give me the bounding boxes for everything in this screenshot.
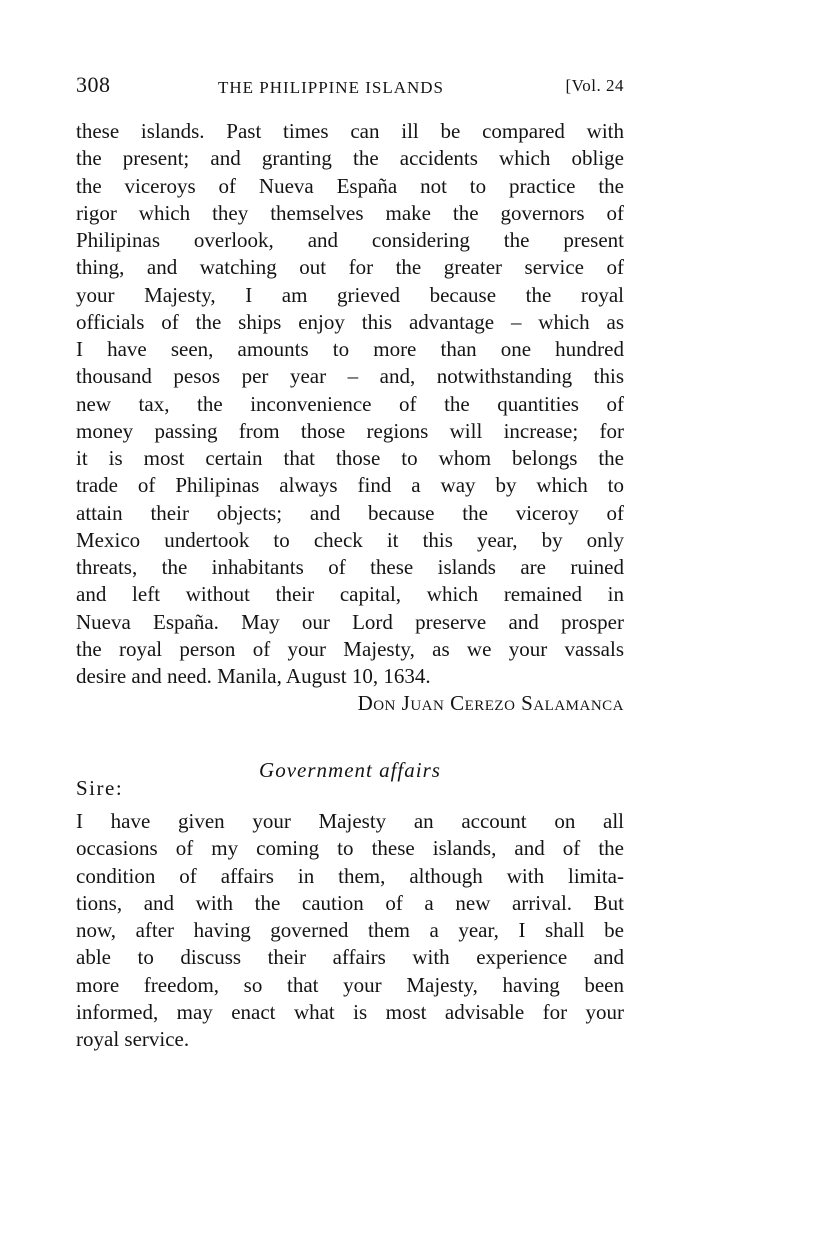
text-line: rigor which they themselves make the governors of: [76, 200, 624, 225]
volume-label: [Vol. 24: [565, 76, 624, 95]
text-line: threats, the inhabitants of these islands are ruined: [76, 555, 624, 579]
text-line: occasions of my coming to these islands, and of the: [76, 836, 624, 861]
text-line: condition of affairs in them, although with limita-: [76, 863, 624, 888]
text-line: money passing from those regions will increase; for: [76, 418, 624, 443]
running-header: [76, 72, 624, 102]
text-line: attain their objects; and because the viceroy of: [76, 500, 624, 525]
text-line: the royal person of your Majesty, as we your vassals: [76, 636, 624, 661]
running-title: THE PHILIPPINE ISLANDS: [218, 78, 444, 97]
text-line: Nueva España. May our Lord preserve and prosper: [76, 609, 624, 634]
text-line: trade of Philipinas always find a way by which to: [76, 473, 624, 498]
text-line: and left without their capital, which remained in: [76, 582, 624, 607]
text-line: it is most certain that those to whom belongs the: [76, 446, 624, 470]
text-line: I have seen, amounts to more than one hundred: [76, 337, 624, 361]
text-line: I have given your Majesty an account on all: [76, 809, 624, 833]
letter-body: [76, 118, 624, 718]
text-line: now, after having governed them a year, I shall be: [76, 918, 624, 942]
text-line: the viceroys of Nueva España not to practice the: [76, 173, 624, 198]
text-line: tions, and with the caution of a new arrival. But: [76, 890, 624, 915]
signature: Don Juan Cerezo Salamanca: [357, 691, 624, 716]
text-line: Philipinas overlook, and considering the present: [76, 228, 624, 252]
text-line: able to discuss their affairs with experience and: [76, 945, 624, 970]
text-line: more freedom, so that your Majesty, having been: [76, 972, 624, 997]
text-line: royal service.: [76, 1027, 190, 1051]
section-body: [76, 808, 624, 1053]
page-number: 308: [76, 72, 111, 97]
text-line: new tax, the inconvenience of the quantities of: [76, 391, 624, 416]
text-line: your Majesty, I am grieved because the royal: [76, 282, 624, 307]
text-line: desire and need. Manila, August 10, 1634.: [76, 664, 431, 688]
text-line: officials of the ships enjoy this advantage – which as: [76, 309, 624, 334]
text-line: informed, may enact what is most advisable for your: [76, 999, 624, 1024]
text-line: the present; and granting the accidents which oblige: [76, 146, 624, 171]
text-line: Mexico undertook to check it this year, by only: [76, 527, 624, 552]
text-line: thing, and watching out for the greater service of: [76, 255, 624, 280]
text-line: these islands. Past times can ill be compared with: [76, 119, 624, 143]
salutation: Sire:: [76, 776, 124, 800]
text-line: thousand pesos per year – and, notwithstanding this: [76, 364, 624, 389]
section-heading: Government affairs: [259, 758, 441, 782]
